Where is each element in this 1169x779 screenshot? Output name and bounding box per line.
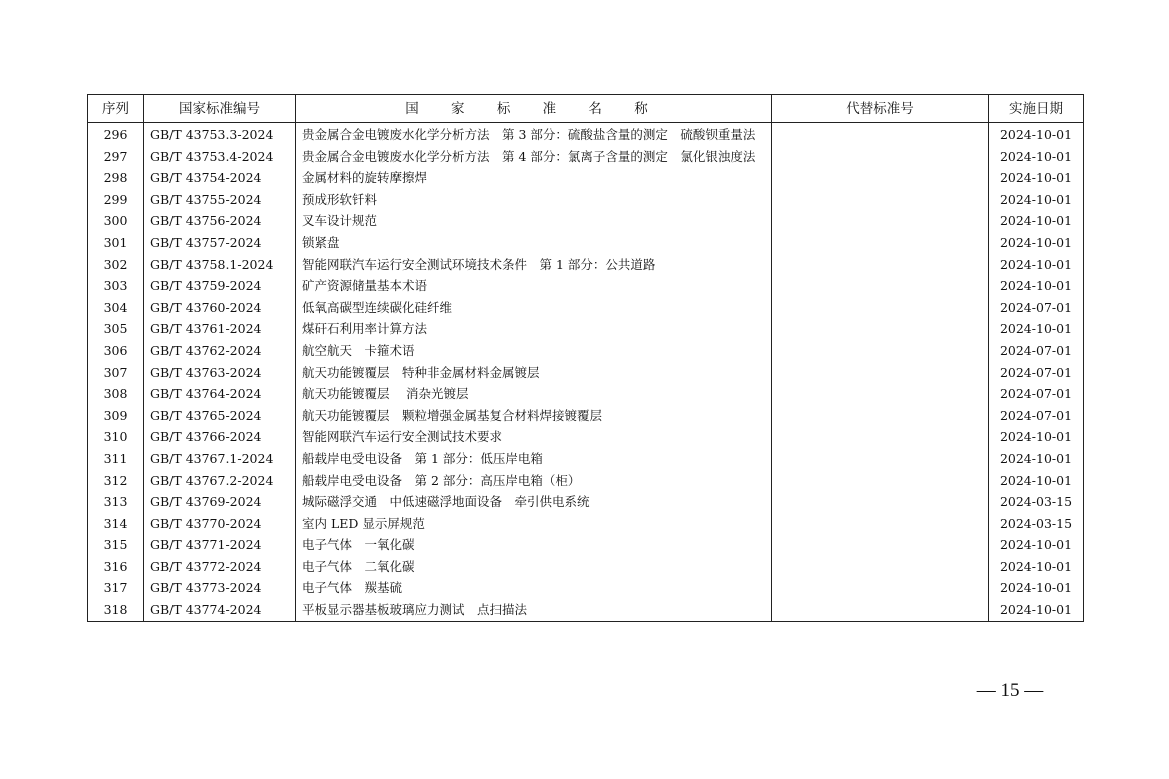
cell-name: 智能网联汽车运行安全测试技术要求: [296, 426, 772, 448]
cell-code: GB/T 43770-2024: [144, 513, 296, 535]
cell-code: GB/T 43766-2024: [144, 426, 296, 448]
cell-replace: [772, 232, 989, 254]
cell-seq: 307: [88, 362, 144, 384]
cell-seq: 318: [88, 599, 144, 621]
cell-seq: 297: [88, 146, 144, 168]
cell-code: GB/T 43756-2024: [144, 210, 296, 232]
header-name: 国 家 标 准 名 称: [296, 95, 772, 123]
cell-code: GB/T 43758.1-2024: [144, 254, 296, 276]
table-row: [88, 167, 1084, 189]
table-row: [88, 210, 1084, 232]
cell-name: 电子气体 二氧化碳: [296, 556, 772, 578]
table-row: [88, 556, 1084, 578]
cell-date: 2024-10-01: [989, 167, 1084, 189]
table-row: [88, 448, 1084, 470]
cell-seq: 314: [88, 513, 144, 535]
cell-seq: 315: [88, 534, 144, 556]
cell-date: 2024-07-01: [989, 405, 1084, 427]
cell-seq: 305: [88, 318, 144, 340]
table-row: [88, 146, 1084, 168]
cell-replace: [772, 534, 989, 556]
cell-name: 低氧高碳型连续碳化硅纤维: [296, 297, 772, 319]
table-row: [88, 318, 1084, 340]
cell-name: 船载岸电受电设备 第 1 部分：低压岸电箱: [296, 448, 772, 470]
cell-replace: [772, 297, 989, 319]
cell-date: 2024-07-01: [989, 340, 1084, 362]
table-row: [88, 491, 1084, 513]
cell-code: GB/T 43757-2024: [144, 232, 296, 254]
cell-seq: 311: [88, 448, 144, 470]
cell-seq: 298: [88, 167, 144, 189]
table-row: [88, 275, 1084, 297]
cell-date: 2024-07-01: [989, 297, 1084, 319]
cell-name: 电子气体 羰基硫: [296, 577, 772, 599]
cell-name: 电子气体 一氧化碳: [296, 534, 772, 556]
header-seq: 序列: [88, 95, 144, 123]
table-row: [88, 534, 1084, 556]
cell-replace: [772, 362, 989, 384]
cell-name: 预成形软钎料: [296, 189, 772, 211]
cell-code: GB/T 43760-2024: [144, 297, 296, 319]
cell-name: 叉车设计规范: [296, 210, 772, 232]
cell-seq: 306: [88, 340, 144, 362]
cell-seq: 301: [88, 232, 144, 254]
cell-replace: [772, 318, 989, 340]
cell-seq: 296: [88, 123, 144, 146]
cell-replace: [772, 210, 989, 232]
table-row: [88, 405, 1084, 427]
header-code: 国家标准编号: [144, 95, 296, 123]
cell-code: GB/T 43772-2024: [144, 556, 296, 578]
cell-seq: 300: [88, 210, 144, 232]
page-number: — 15 —: [976, 680, 1044, 701]
cell-replace: [772, 470, 989, 492]
cell-name: 城际磁浮交通 中低速磁浮地面设备 牵引供电系统: [296, 491, 772, 513]
cell-code: GB/T 43762-2024: [144, 340, 296, 362]
cell-name: 金属材料的旋转摩擦焊: [296, 167, 772, 189]
cell-replace: [772, 448, 989, 470]
table-row: [88, 470, 1084, 492]
cell-replace: [772, 383, 989, 405]
cell-name: 平板显示器基板玻璃应力测试 点扫描法: [296, 599, 772, 621]
cell-seq: 308: [88, 383, 144, 405]
cell-name: 室内 LED 显示屏规范: [296, 513, 772, 535]
table-row: [88, 189, 1084, 211]
cell-date: 2024-03-15: [989, 513, 1084, 535]
header-date: 实施日期: [989, 95, 1084, 123]
cell-name: 航天功能镀覆层 特种非金属材料金属镀层: [296, 362, 772, 384]
standards-table: [87, 94, 1084, 622]
cell-replace: [772, 275, 989, 297]
table-row: [88, 123, 1084, 146]
cell-date: 2024-07-01: [989, 362, 1084, 384]
cell-code: GB/T 43767.1-2024: [144, 448, 296, 470]
cell-date: 2024-10-01: [989, 448, 1084, 470]
table-row: [88, 362, 1084, 384]
cell-name: 航天功能镀覆层 消杂光镀层: [296, 383, 772, 405]
cell-replace: [772, 513, 989, 535]
table-row: [88, 383, 1084, 405]
table-row: [88, 340, 1084, 362]
cell-seq: 299: [88, 189, 144, 211]
cell-date: 2024-10-01: [989, 470, 1084, 492]
table-row: [88, 426, 1084, 448]
cell-date: 2024-10-01: [989, 146, 1084, 168]
cell-seq: 312: [88, 470, 144, 492]
cell-code: GB/T 43761-2024: [144, 318, 296, 340]
cell-code: GB/T 43754-2024: [144, 167, 296, 189]
cell-name: 矿产资源储量基本术语: [296, 275, 772, 297]
cell-date: 2024-10-01: [989, 254, 1084, 276]
table-row: [88, 577, 1084, 599]
cell-seq: 317: [88, 577, 144, 599]
cell-code: GB/T 43759-2024: [144, 275, 296, 297]
cell-code: GB/T 43771-2024: [144, 534, 296, 556]
cell-name: 航天功能镀覆层 颗粒增强金属基复合材料焊接镀覆层: [296, 405, 772, 427]
cell-code: GB/T 43764-2024: [144, 383, 296, 405]
cell-date: 2024-10-01: [989, 210, 1084, 232]
cell-code: GB/T 43755-2024: [144, 189, 296, 211]
cell-date: 2024-10-01: [989, 426, 1084, 448]
table-header-row: [88, 95, 1084, 123]
cell-replace: [772, 491, 989, 513]
cell-code: GB/T 43765-2024: [144, 405, 296, 427]
cell-date: 2024-10-01: [989, 556, 1084, 578]
cell-name: 航空航天 卡箍术语: [296, 340, 772, 362]
cell-seq: 313: [88, 491, 144, 513]
cell-replace: [772, 426, 989, 448]
cell-date: 2024-10-01: [989, 275, 1084, 297]
table-row: [88, 513, 1084, 535]
cell-code: GB/T 43769-2024: [144, 491, 296, 513]
cell-code: GB/T 43753.4-2024: [144, 146, 296, 168]
cell-replace: [772, 599, 989, 621]
header-replace: 代替标准号: [772, 95, 989, 123]
cell-date: 2024-07-01: [989, 383, 1084, 405]
cell-replace: [772, 556, 989, 578]
cell-code: GB/T 43767.2-2024: [144, 470, 296, 492]
cell-date: 2024-10-01: [989, 123, 1084, 146]
table-row: [88, 254, 1084, 276]
table-row: [88, 297, 1084, 319]
cell-replace: [772, 189, 989, 211]
cell-code: GB/T 43763-2024: [144, 362, 296, 384]
cell-seq: 310: [88, 426, 144, 448]
cell-date: 2024-03-15: [989, 491, 1084, 513]
table-row: [88, 232, 1084, 254]
cell-replace: [772, 577, 989, 599]
cell-code: GB/T 43753.3-2024: [144, 123, 296, 146]
cell-replace: [772, 167, 989, 189]
cell-date: 2024-10-01: [989, 577, 1084, 599]
cell-replace: [772, 146, 989, 168]
cell-seq: 304: [88, 297, 144, 319]
cell-name: 船载岸电受电设备 第 2 部分：高压岸电箱（柜）: [296, 470, 772, 492]
cell-replace: [772, 123, 989, 146]
cell-code: GB/T 43773-2024: [144, 577, 296, 599]
cell-name: 贵金属合金电镀废水化学分析方法 第 4 部分：氯离子含量的测定 氯化银浊度法: [296, 146, 772, 168]
cell-date: 2024-10-01: [989, 232, 1084, 254]
cell-date: 2024-10-01: [989, 534, 1084, 556]
cell-date: 2024-10-01: [989, 189, 1084, 211]
cell-name: 智能网联汽车运行安全测试环境技术条件 第 1 部分：公共道路: [296, 254, 772, 276]
cell-replace: [772, 405, 989, 427]
cell-name: 贵金属合金电镀废水化学分析方法 第 3 部分：硫酸盐含量的测定 硫酸钡重量法: [296, 123, 772, 146]
cell-date: 2024-10-01: [989, 318, 1084, 340]
cell-seq: 303: [88, 275, 144, 297]
table-row: [88, 599, 1084, 621]
cell-replace: [772, 254, 989, 276]
cell-date: 2024-10-01: [989, 599, 1084, 621]
cell-seq: 309: [88, 405, 144, 427]
cell-code: GB/T 43774-2024: [144, 599, 296, 621]
cell-name: 锁紧盘: [296, 232, 772, 254]
cell-replace: [772, 340, 989, 362]
cell-seq: 316: [88, 556, 144, 578]
cell-name: 煤矸石利用率计算方法: [296, 318, 772, 340]
cell-seq: 302: [88, 254, 144, 276]
